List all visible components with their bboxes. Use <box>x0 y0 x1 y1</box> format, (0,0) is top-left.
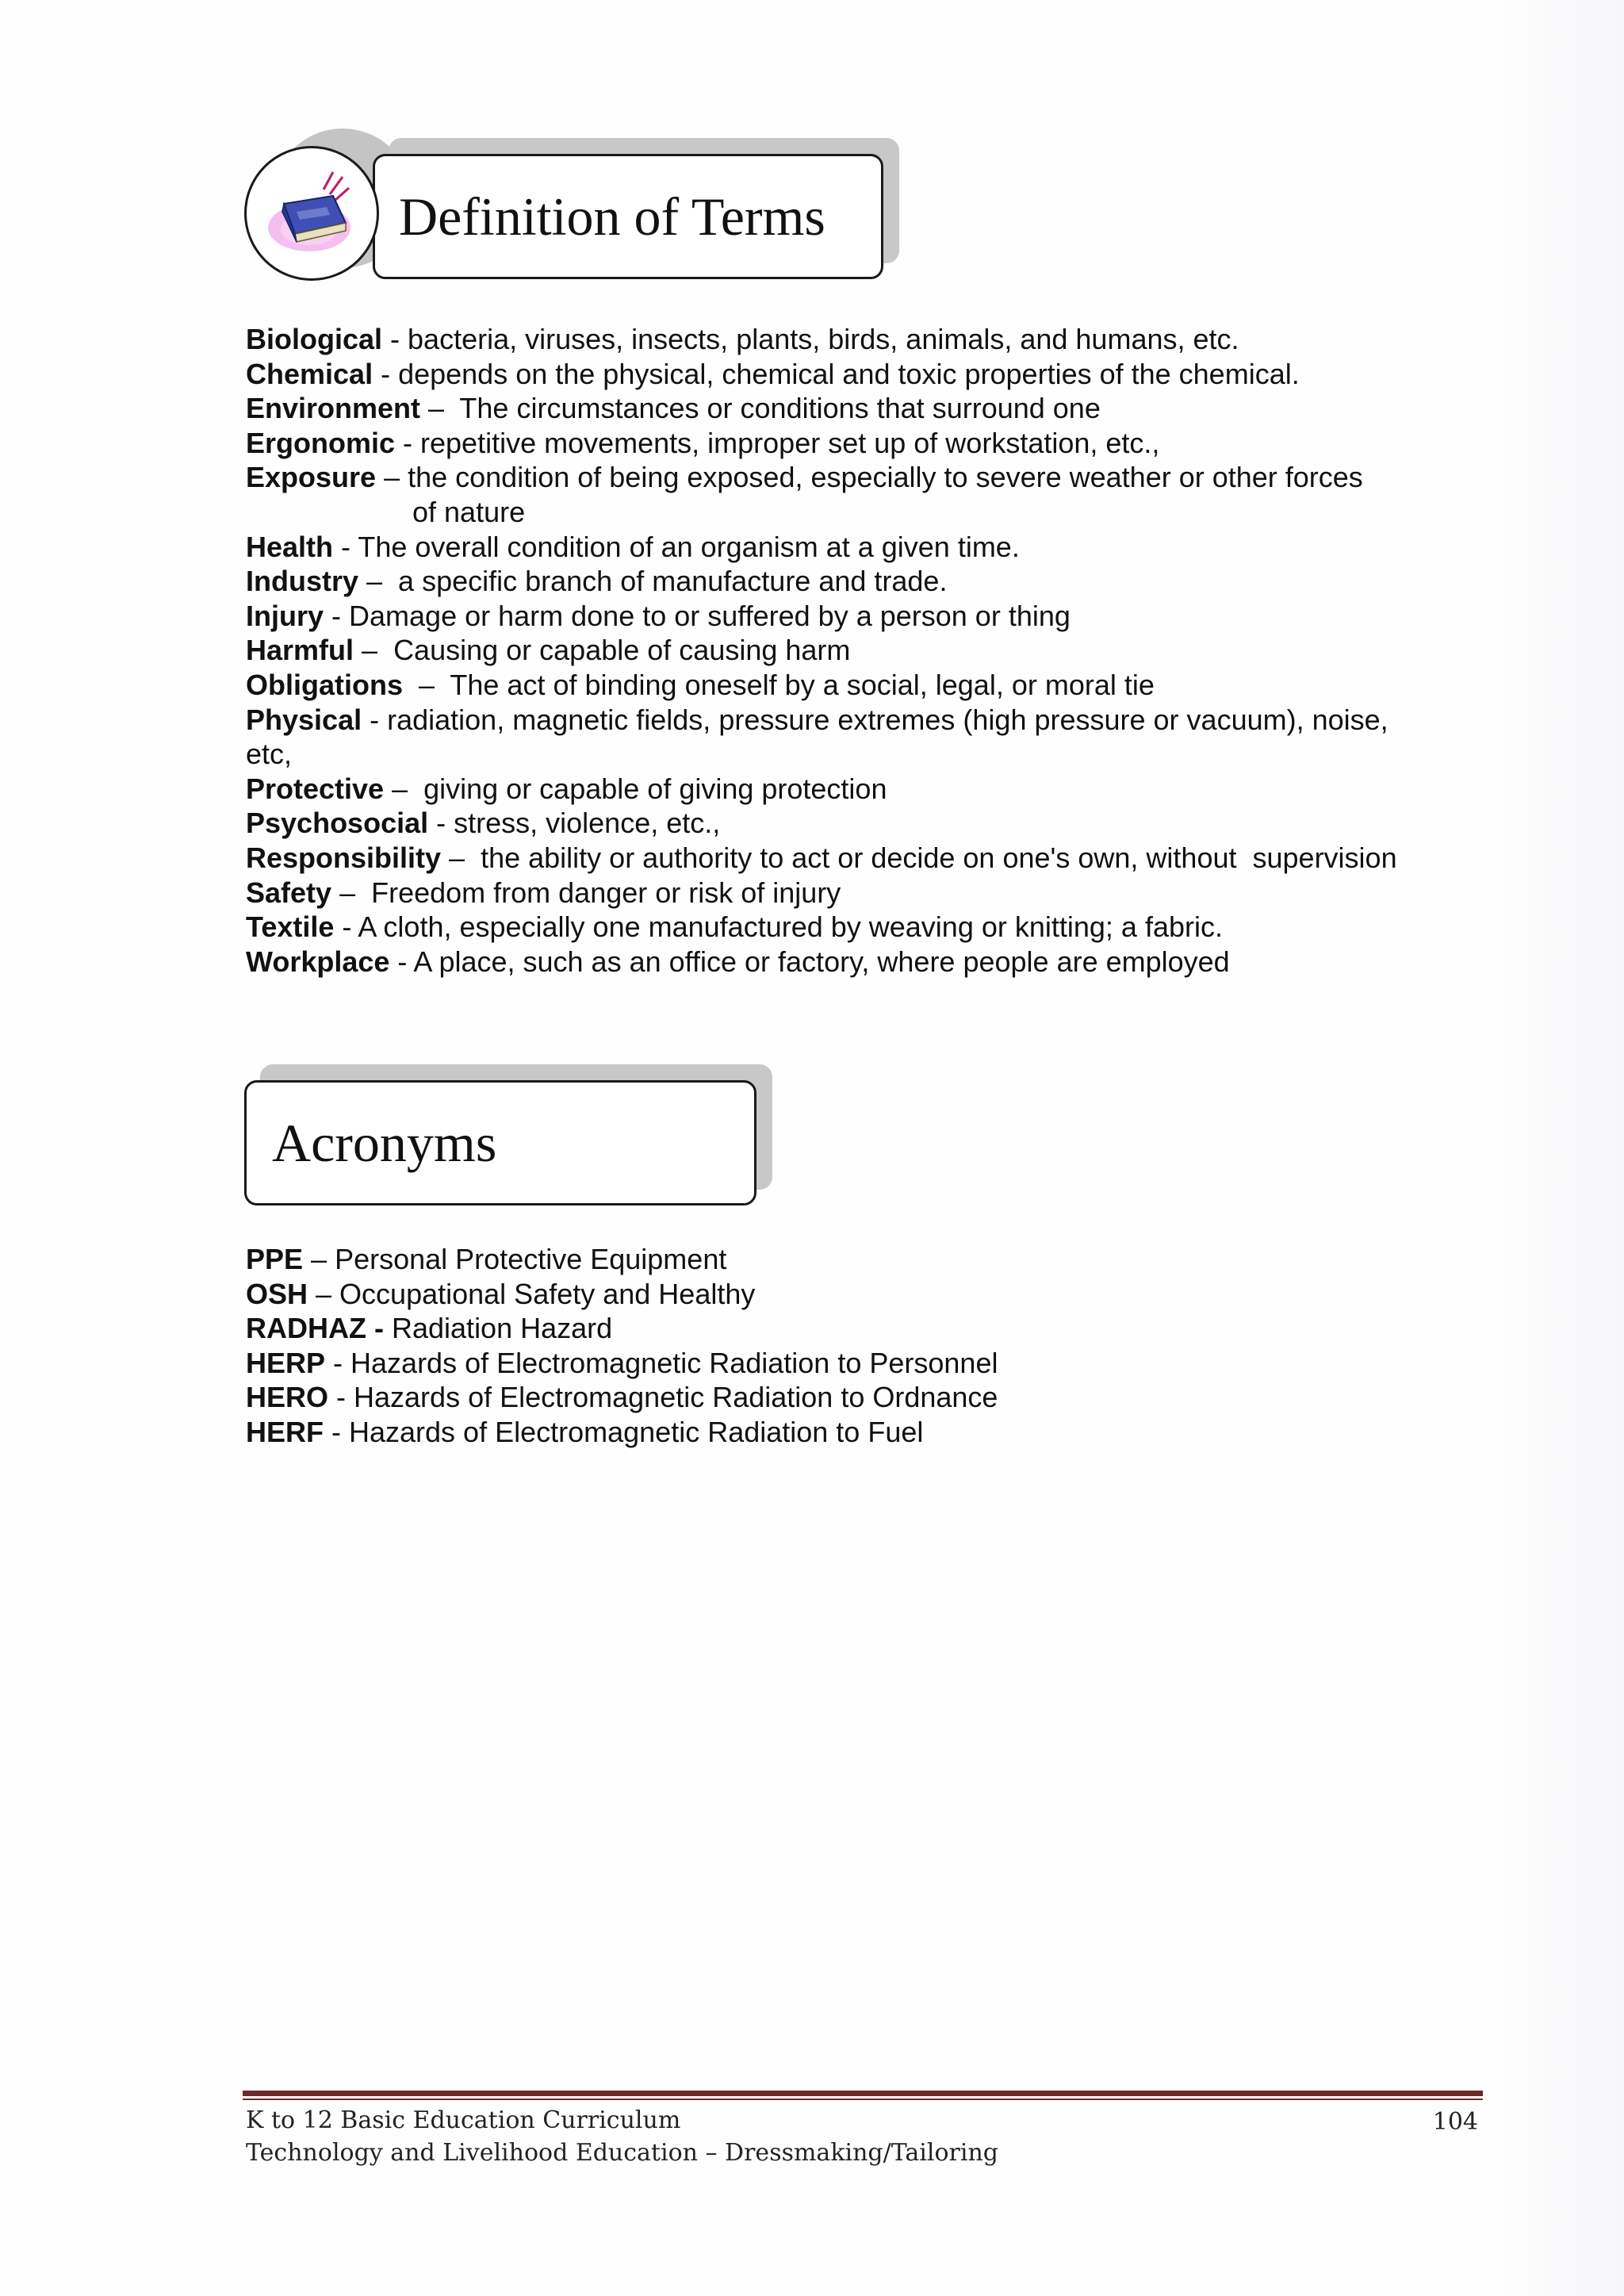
term-definition: Damage or harm done to or suffered by a person or thing <box>349 599 1071 632</box>
term-separator: – <box>441 841 481 874</box>
book-icon <box>260 166 363 261</box>
acronym-separator: - <box>324 1415 349 1448</box>
acronym-separator <box>384 1312 392 1344</box>
term-label: Biological <box>246 323 383 355</box>
term-definition: bacteria, viruses, insects, plants, birds, animals, and humans, etc. <box>408 323 1239 355</box>
acronym-row <box>246 1311 998 1346</box>
term-label: Health <box>246 530 334 563</box>
term-label: Textile <box>246 910 335 944</box>
term-separator: – <box>384 772 424 805</box>
acronym-row <box>246 1346 998 1381</box>
definition-row <box>246 876 1397 910</box>
acronym-separator: – <box>308 1277 340 1310</box>
acronym-label: HERP <box>246 1346 326 1379</box>
term-definition: a specific branch of manufacture and trade. <box>398 565 948 598</box>
footer-rule-thick <box>243 2091 1483 2096</box>
term-separator: – <box>403 668 450 701</box>
term-label: Responsibility <box>246 841 442 874</box>
term-definition-continued: of nature <box>412 495 526 528</box>
term-label: Chemical <box>246 357 373 390</box>
term-definition: A cloth, especially one manufactured by weaving or knitting; a fabric. <box>358 910 1223 944</box>
term-label: Physical <box>246 703 362 736</box>
acronyms-title-box <box>244 1080 756 1205</box>
acronym-row <box>246 1380 998 1415</box>
definition-row <box>246 945 1397 979</box>
term-separator: - <box>333 530 358 563</box>
term-label: Ergonomic <box>246 426 396 459</box>
term-separator: - <box>389 945 414 978</box>
term-separator: – <box>354 634 394 667</box>
definition-row <box>246 530 1397 565</box>
term-separator: - <box>428 807 454 840</box>
acronym-row <box>246 1242 998 1277</box>
definitions-title: Definition of Terms <box>399 186 825 247</box>
acronym-separator: – <box>303 1243 335 1275</box>
term-definition: repetitive movements, improper set up of workstation, etc., <box>420 426 1160 459</box>
definition-continuation <box>246 737 1397 772</box>
term-separator: - <box>382 323 408 355</box>
footer-curriculum: K to 12 Basic Education Curriculum <box>246 2106 681 2134</box>
term-label: Industry <box>246 565 359 598</box>
term-definition: Freedom from danger or risk of injury <box>371 876 841 909</box>
term-separator: – <box>376 461 408 494</box>
acronym-expansion: Radiation Hazard <box>392 1312 613 1345</box>
definitions-list <box>246 322 1397 979</box>
acronym-expansion: Hazards of Electromagnetic Radiation to Personnel <box>350 1346 998 1379</box>
page-number: 104 <box>1432 2108 1478 2136</box>
term-separator: - <box>324 599 350 632</box>
acronym-label: HERO <box>246 1381 329 1414</box>
definition-row <box>246 357 1397 392</box>
term-label: Obligations <box>246 668 403 701</box>
term-label: Workplace <box>246 945 390 978</box>
definition-row <box>246 426 1397 461</box>
definition-row <box>246 668 1397 703</box>
term-separator: - <box>373 357 399 390</box>
definitions-title-box <box>373 154 883 279</box>
definition-row <box>246 460 1397 495</box>
term-definition: radiation, magnetic fields, pressure extremes (high pressure or vacuum), noise, <box>387 703 1388 736</box>
term-definition: The overall condition of an organism at a given time. <box>358 530 1020 563</box>
footer-subject: Technology and Livelihood Education – Dressmaking/Tailoring <box>246 2139 998 2167</box>
acronym-separator: - <box>328 1381 354 1414</box>
term-separator: – <box>420 392 460 425</box>
acronym-row <box>246 1277 998 1312</box>
term-definition-continued: etc, <box>246 738 293 771</box>
term-definition: The act of binding oneself by a social, legal, or moral tie <box>450 668 1155 701</box>
acronym-expansion: Hazards of Electromagnetic Radiation to Fuel <box>349 1415 924 1448</box>
acronym-expansion: Occupational Safety and Healthy <box>339 1277 756 1310</box>
term-definition: stress, violence, etc., <box>454 807 721 840</box>
term-separator: – <box>331 876 372 909</box>
acronyms-title: Acronyms <box>272 1112 497 1173</box>
term-label: Environment <box>246 392 421 425</box>
acronym-label: PPE <box>246 1243 304 1275</box>
definition-row <box>246 806 1397 841</box>
definition-continuation <box>246 495 1397 530</box>
acronym-expansion: Hazards of Electromagnetic Radiation to Ordnance <box>354 1381 998 1414</box>
page-edge <box>1489 0 1624 2296</box>
term-separator: - <box>395 426 421 459</box>
term-definition: Causing or capable of causing harm <box>393 634 851 667</box>
book-icon-circle <box>244 146 379 281</box>
definition-row <box>246 391 1397 426</box>
definition-row <box>246 910 1397 945</box>
acronym-label: OSH <box>246 1277 308 1310</box>
term-separator: – <box>358 565 399 598</box>
term-label: Harmful <box>246 634 354 667</box>
term-definition: giving or capable of giving protection <box>423 772 887 805</box>
acronyms-list <box>246 1242 998 1450</box>
definition-row <box>246 599 1397 634</box>
definition-row <box>246 703 1397 738</box>
definition-row <box>246 322 1397 357</box>
definition-row <box>246 633 1397 668</box>
term-label: Psychosocial <box>246 807 429 840</box>
term-definition: A place, such as an office or factory, where people are employed <box>413 945 1230 978</box>
footer-rule-thin <box>243 2099 1483 2100</box>
term-label: Safety <box>246 876 332 909</box>
term-definition: the ability or authority to act or decide on one's own, without supervision <box>481 841 1397 874</box>
definition-row <box>246 772 1397 807</box>
term-label: Exposure <box>246 461 377 494</box>
term-label: Protective <box>246 772 385 805</box>
definition-row <box>246 841 1397 876</box>
term-definition: The circumstances or conditions that surround one <box>459 392 1101 425</box>
definition-row <box>246 564 1397 599</box>
term-definition: depends on the physical, chemical and toxic properties of the chemical. <box>398 357 1300 390</box>
acronym-expansion: Personal Protective Equipment <box>335 1243 727 1275</box>
term-separator: - <box>362 703 388 736</box>
acronym-label: HERF <box>246 1415 324 1448</box>
acronym-label: RADHAZ - <box>246 1312 384 1345</box>
acronym-row <box>246 1415 998 1450</box>
term-label: Injury <box>246 599 324 632</box>
acronym-separator: - <box>325 1346 351 1379</box>
term-separator: - <box>334 910 358 944</box>
term-definition: the condition of being exposed, especially to severe weather or other forces <box>408 461 1363 494</box>
